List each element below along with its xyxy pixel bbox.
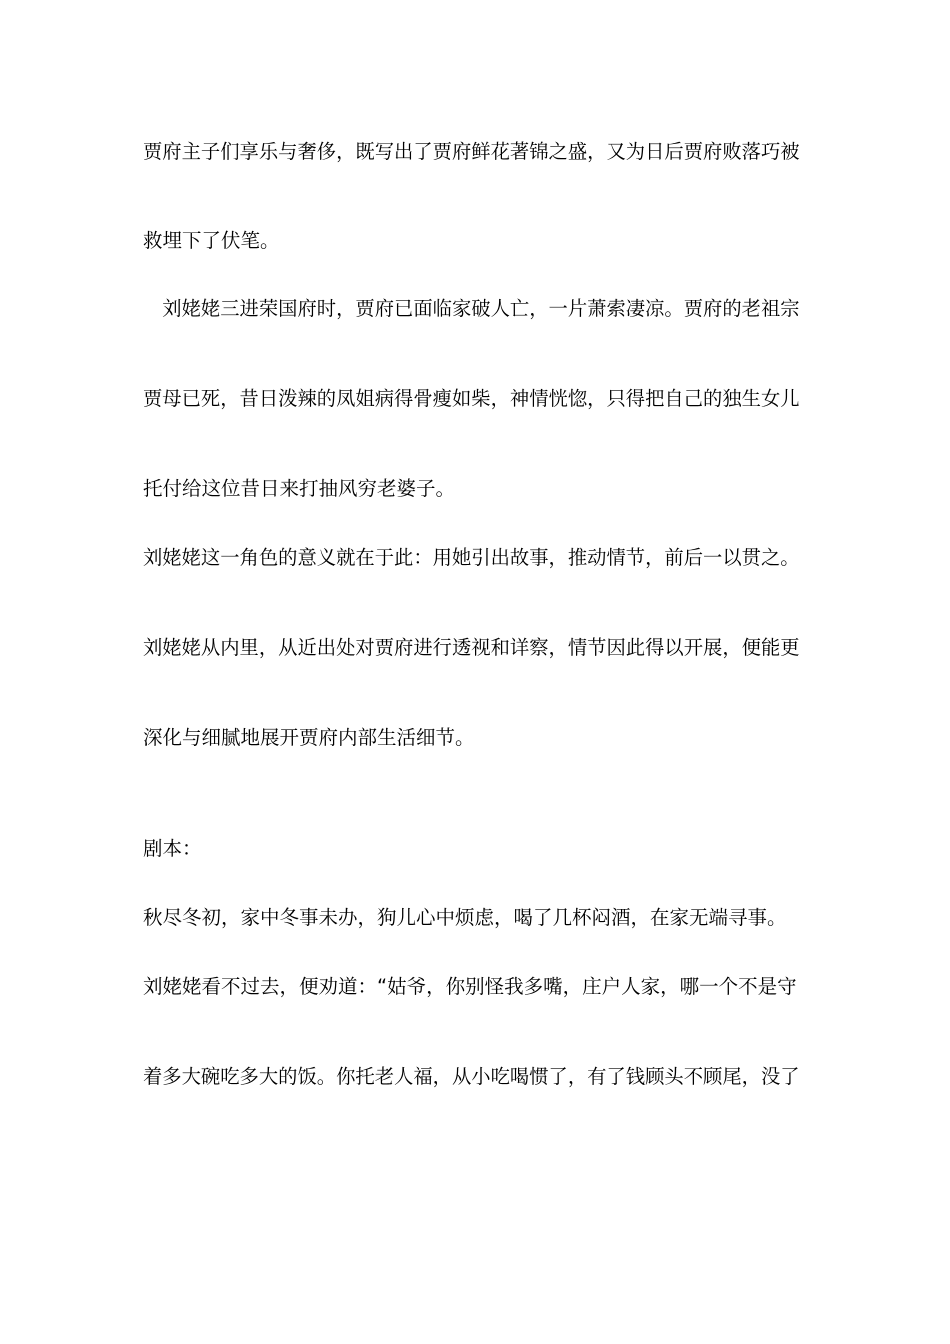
- text-line: 救埋下了伏笔。: [143, 229, 280, 252]
- text-line: 秋尽冬初，家中冬事未办，狗儿心中烦虑，喝了几杯闷酒，在家无端寻事。: [143, 906, 787, 929]
- section-heading: 剧本：: [143, 837, 202, 860]
- text-line: 着多大碗吃多大的饭。你托老人福，从小吃喝惯了，有了钱顾头不顾尾，没了: [143, 1065, 800, 1088]
- text-line: 深化与细腻地展开贾府内部生活细节。: [143, 726, 475, 749]
- text-line: 贾母已死，昔日泼辣的凤姐病得骨瘦如柴，神情恍惚，只得把自己的独生女儿: [143, 387, 800, 410]
- text-line: 刘姥姥这一角色的意义就在于此：用她引出故事，推动情节，前后一以贯之。: [143, 546, 800, 569]
- text-line: 托付给这位昔日来打抽风穷老婆子。: [143, 477, 456, 500]
- text-line: 刘姥姥看不过去，便劝道：“姑爷，你别怪我多嘴，庄户人家，哪一个不是守: [143, 975, 797, 998]
- text-line: 刘姥姥三进荣国府时，贾府已面临家破人亡，一片萧索凄凉。贾府的老祖宗: [143, 297, 800, 320]
- text-line: 贾府主子们享乐与奢侈，既写出了贾府鲜花著锦之盛，又为日后贾府败落巧被: [143, 140, 800, 163]
- text-line: 刘姥姥从内里，从近出处对贾府进行透视和详察，情节因此得以开展，便能更: [143, 636, 800, 659]
